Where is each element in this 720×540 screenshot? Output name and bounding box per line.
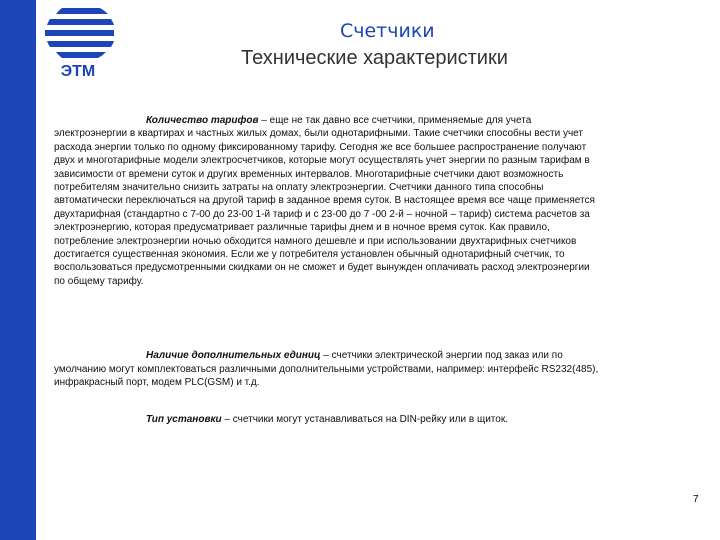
slide-subtitle: Технические характеристики (241, 47, 508, 69)
etm-logo-icon (40, 4, 118, 78)
term-additional-units: Наличие дополнительных единиц (146, 350, 321, 361)
page-number: 7 (693, 494, 699, 505)
body-additional-units: – счетчики электрической энергии под заказ или по умолчанию могут комплектоваться различными дополнительными устройствами, например: интерфейс RS232(485), инфракрасный порт, модем PLC(GSM) и т.д. (54, 350, 599, 388)
term-tariffs: Количество тарифов (146, 115, 259, 126)
paragraph-additional-units (54, 349, 602, 390)
paragraph-tariffs (54, 114, 602, 288)
paragraph-installation-type (54, 413, 602, 426)
slide-title: Счетчики (340, 20, 435, 42)
term-installation-type: Тип установки (146, 414, 222, 425)
side-accent-bar (0, 0, 36, 540)
etm-logo (40, 4, 118, 78)
body-tariffs: – еще не так давно все счетчики, применяемые для учета электроэнергии в квартирах и частных жилых домах, были однотарифными. Такие счетчики способны вести учет расхода энергии только по одному фиксированному тарифу. Сегодня же все большее распространение получают двух и многотарифные модели электросчетчиков, которые могут осуществлять учет энергии по разным тарифам в зависимости от времени суток и других временных интервалов. Многотарифные счетчики дают возможность потребителям значительно снизить затраты на оплату электроэнергии. Счетчики данного типа способны автоматически переключаться на другой тариф в заданное время суток. В настоящее время все чаще применяется двухтарифная (стандартно с 7-00 до 23-00 1-й тариф и с 23-00 до 7 -00 2-й – ночной – тариф) система расчетов за электроэнергию, которая предусматривает различные тарифы днем и в ночное время суток. Как правило, потребление электроэнергии ночью обходится намного дешевле и при использовании двухтарифных счетчиков достигается существенная экономия. Если же у потребителя установлен обычный однотарифный счетчик, то воспользоваться предусмотренными скидками он не сможет и будет вынужден оплачивать расход электроэнергии по общему тарифу. (54, 115, 595, 287)
body-installation-type: – счетчики могут устанавливаться на DIN-рейку или в щиток. (221, 414, 508, 425)
logo-text: ЭТМ (60, 63, 96, 78)
